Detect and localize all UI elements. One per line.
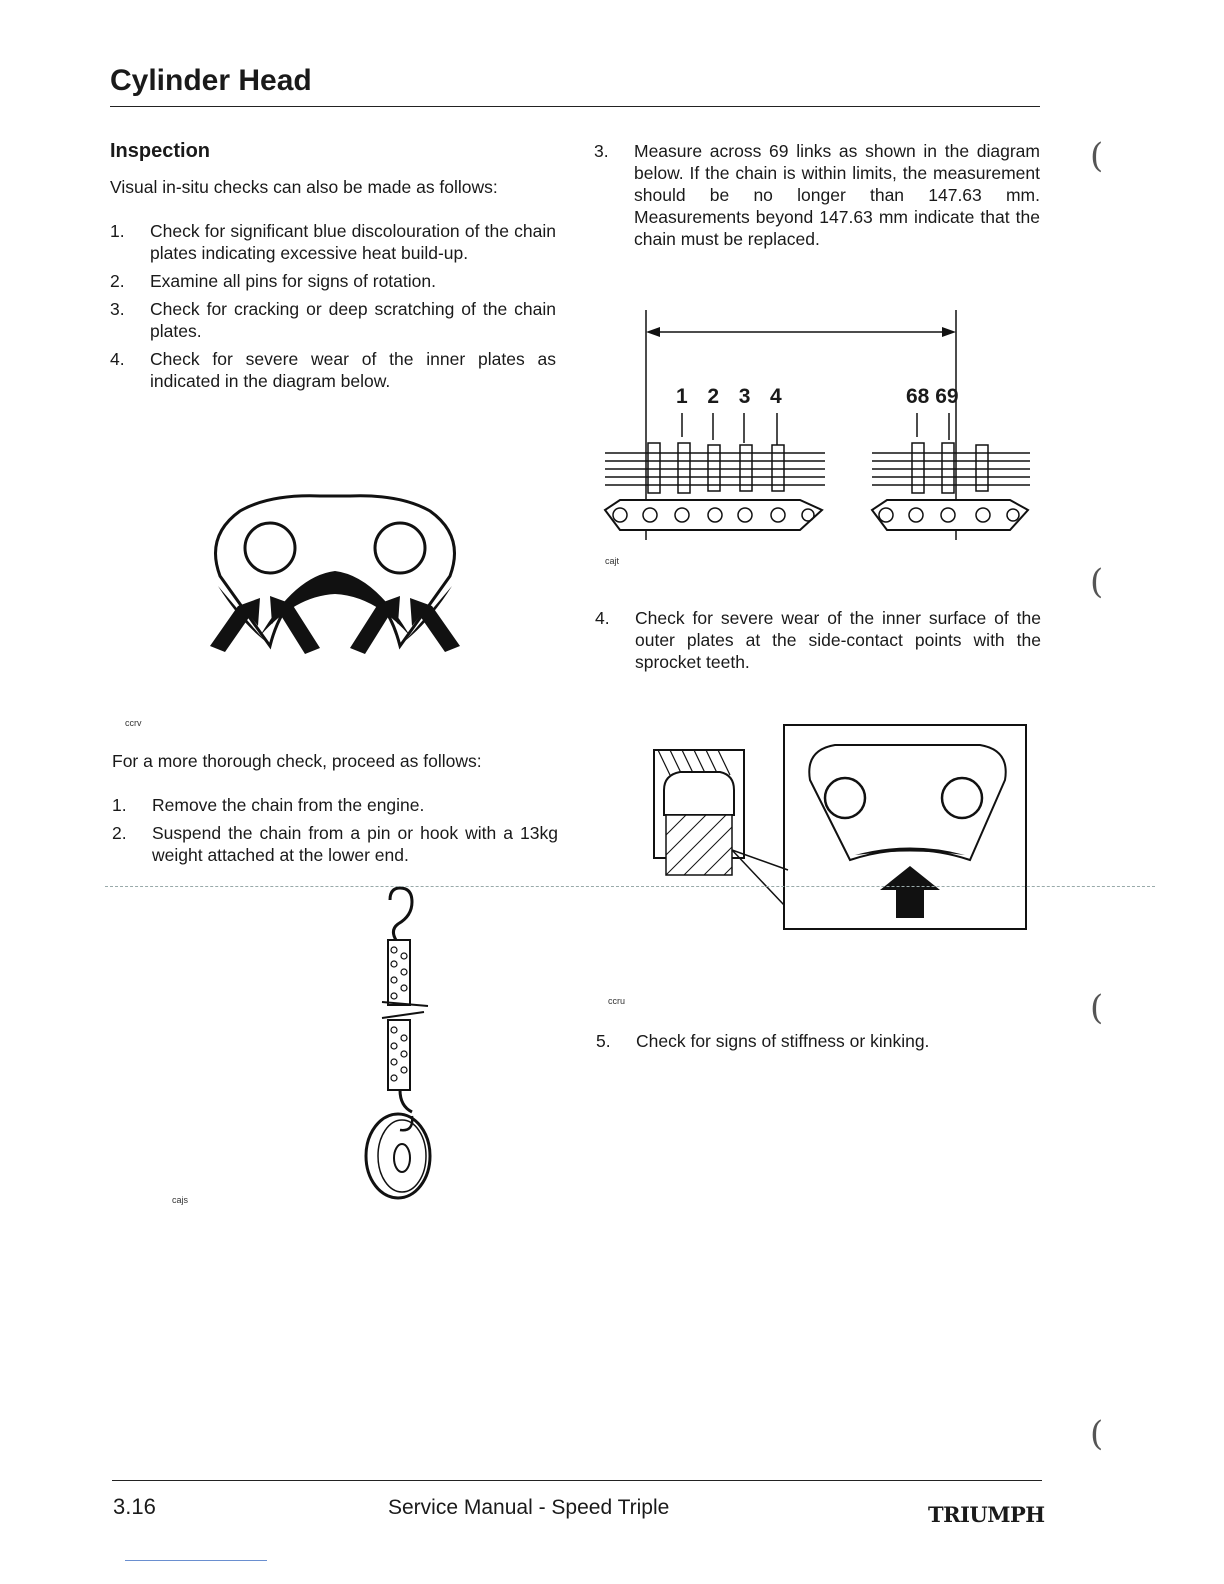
thorough-steps-list xyxy=(112,794,558,872)
link-labels-end: 68 69 xyxy=(906,385,959,408)
margin-mark: ( xyxy=(1090,136,1104,176)
brand-logo: TRIUMPH xyxy=(928,1502,1045,1527)
list-item: 2. Examine all pins for signs of rotation. xyxy=(110,271,436,291)
list-item: 3. Measure across 69 links as shown in the diagram below. If the chain is within limits, the measurement should be no longer than 147.63 mm. Measurements beyond 147.63 mm indicate that the chain must be replaced. xyxy=(594,141,1040,249)
inner-plate-wear-diagram xyxy=(200,486,470,662)
figure-caption: cajt xyxy=(605,556,620,566)
scan-artifact-underline xyxy=(125,1560,267,1561)
list-item: 4. Check for severe wear of the inner surface of the outer plates at the side-contact points with the sprocket teeth. xyxy=(595,608,1041,672)
page-number: 3.16 xyxy=(113,1494,156,1519)
chain-measurement-diagram xyxy=(600,305,1040,550)
outer-plate-step-list xyxy=(595,607,1041,679)
outer-plate-wear-diagram xyxy=(640,720,1035,935)
scan-artifact-line xyxy=(105,886,1155,887)
footer-rule xyxy=(112,1480,1042,1481)
link-labels-start: 1 2 3 4 xyxy=(676,385,782,408)
margin-mark: ( xyxy=(1090,988,1104,1028)
list-item: 3. Check for cracking or deep scratching of the chain plates. xyxy=(110,299,556,341)
margin-mark: ( xyxy=(1090,1414,1104,1454)
page-title: Cylinder Head xyxy=(110,64,312,97)
list-item: 1. Check for significant blue discolouration of the chain plates indicating excessive heat build-up. xyxy=(110,221,556,263)
intro-text: Visual in-situ checks can also be made as follows: xyxy=(110,177,498,197)
visual-steps-list xyxy=(110,220,556,398)
list-item: 4. Check for severe wear of the inner plates as indicated in the diagram below. xyxy=(110,349,556,391)
header-rule xyxy=(110,106,1040,107)
list-item: 5. Check for signs of stiffness or kinking. xyxy=(596,1031,930,1051)
figure-caption: cajs xyxy=(172,1195,189,1205)
list-item: 1. Remove the chain from the engine. xyxy=(112,795,425,815)
measure-step-list xyxy=(594,140,1040,256)
suspended-chain-diagram xyxy=(350,880,460,1200)
section-heading: Inspection xyxy=(110,140,211,162)
thorough-intro-text: For a more thorough check, proceed as follows: xyxy=(112,751,482,771)
margin-mark: ( xyxy=(1090,562,1104,602)
figure-caption: ccru xyxy=(608,996,626,1006)
list-item: 2. Suspend the chain from a pin or hook with a 13kg weight attached at the lower end. xyxy=(112,823,558,865)
stiffness-step-list xyxy=(596,1030,1042,1058)
figure-caption: ccrv xyxy=(125,718,142,728)
manual-title: Service Manual - Speed Triple xyxy=(388,1496,670,1519)
